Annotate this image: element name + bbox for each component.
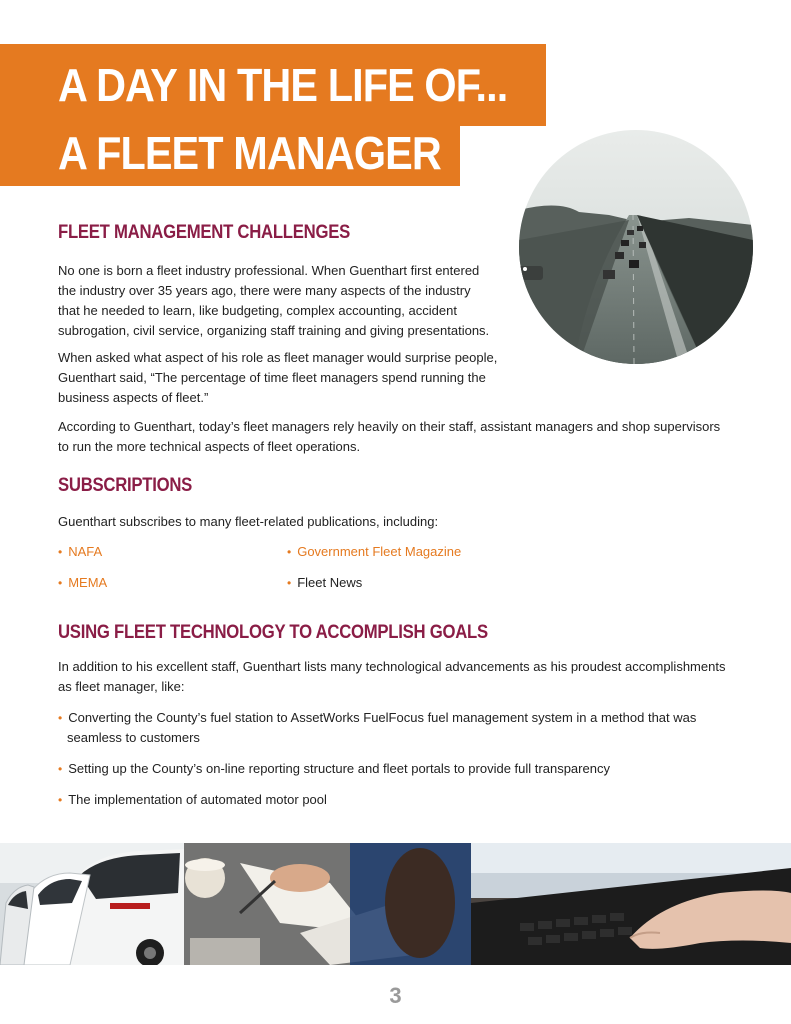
bullet-dot-icon: •	[58, 711, 63, 725]
list-item	[58, 759, 696, 779]
technology-list	[58, 708, 696, 810]
section-heading-subscriptions: SUBSCRIPTIONS	[58, 475, 193, 496]
text-line: Setting up the County’s on-line reporting structure and fleet portals to provide full transparency	[68, 761, 610, 776]
text-line: Converting the County’s fuel station to AssetWorks FuelFocus fuel management system in a method that was	[68, 710, 697, 725]
publication-link[interactable]: MEMA	[68, 575, 108, 590]
list-item	[58, 542, 107, 562]
publication-name: Fleet News	[297, 575, 363, 590]
text-line: to run the more technical aspects of fleet operations.	[58, 439, 361, 454]
paragraph-staff	[58, 417, 720, 457]
text-line: subrogation, civil service, organizing staff training and giving presentations.	[58, 323, 490, 338]
subscriptions-list-right	[287, 542, 461, 593]
page-number: 3	[389, 983, 402, 1008]
text-line: the industry over 35 years ago, there were many aspects of the industry	[58, 283, 471, 298]
bullet-dot-icon: •	[287, 576, 292, 590]
publication-link[interactable]: NAFA	[68, 544, 103, 559]
text-line: seamless to customers	[67, 730, 200, 745]
bullet-dot-icon: •	[58, 793, 63, 807]
technology-intro	[58, 657, 725, 697]
text-line: that he needed to learn, like budgeting, complex accounting, accident	[58, 303, 457, 318]
section-heading-technology: USING FLEET TECHNOLOGY TO ACCOMPLISH GOALS	[58, 622, 488, 643]
text-line: No one is born a fleet industry professional. When Guenthart first entered	[58, 263, 480, 278]
list-item	[58, 790, 696, 810]
notebook-writing-photo	[184, 843, 471, 965]
text-line: business aspects of fleet.”	[58, 390, 209, 405]
paragraph-intro	[58, 261, 489, 341]
subscriptions-list-left	[58, 542, 107, 593]
parked-cars-photo	[0, 843, 184, 965]
list-item	[58, 573, 107, 593]
page-title-line2: A FLEET MANAGER	[58, 127, 441, 179]
list-item	[287, 542, 461, 562]
laptop-typing-photo	[471, 843, 791, 965]
section-heading-challenges: FLEET MANAGEMENT CHALLENGES	[58, 222, 350, 243]
text-line: When asked what aspect of his role as fleet manager would surprise people,	[58, 350, 498, 365]
text-line: The implementation of automated motor pool	[68, 792, 327, 807]
bullet-dot-icon: •	[58, 576, 63, 590]
bullet-dot-icon: •	[287, 545, 292, 559]
publication-link[interactable]: Government Fleet Magazine	[297, 544, 462, 559]
bullet-dot-icon: •	[58, 762, 63, 776]
list-item	[58, 708, 696, 748]
text-line: In addition to his excellent staff, Guenthart lists many technological advancements as his proudest accomplishments	[58, 659, 726, 674]
list-item	[287, 573, 461, 593]
subscriptions-intro: Guenthart subscribes to many fleet-related publications, including:	[58, 514, 439, 529]
page-title-line1: A DAY IN THE LIFE OF...	[58, 59, 508, 111]
text-line: as fleet manager, like:	[58, 679, 185, 694]
bullet-dot-icon: •	[58, 545, 63, 559]
road-photo	[519, 130, 753, 364]
photo-strip	[0, 843, 791, 965]
text-line: According to Guenthart, today’s fleet managers rely heavily on their staff, assistant managers and shop supervisors	[58, 419, 721, 434]
paragraph-surprise	[58, 348, 497, 408]
text-line: Guenthart said, “The percentage of time fleet managers spend running the	[58, 370, 486, 385]
